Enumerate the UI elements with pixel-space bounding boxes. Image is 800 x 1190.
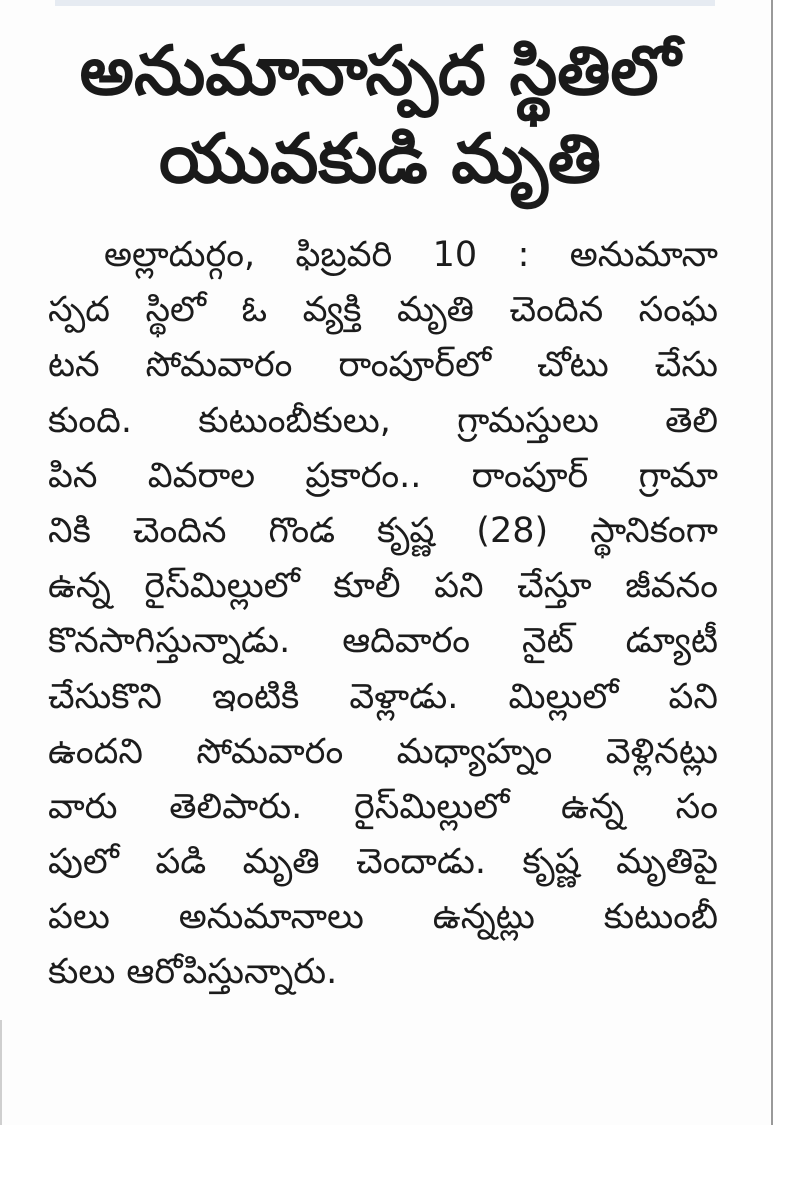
headline-line-2: యువకుడి మృతి	[158, 120, 601, 199]
body-line: పిన వివరాల ప్రకారం.. రాంపూర్ గ్రామా	[48, 455, 718, 496]
article-body	[48, 228, 718, 1001]
body-line: పులో పడి మృతి చెందాడు. కృష్ణ మృతిపై	[48, 842, 718, 883]
left-edge-rule	[0, 1020, 2, 1125]
top-border-strip	[55, 0, 715, 6]
body-line: నికి చెందిన గొండ కృష్ణ (28) స్థానికంగా	[48, 510, 718, 551]
body-line: ఉందని సోమవారం మధ్యాహ్నం వెళ్లినట్లు	[48, 731, 718, 772]
body-line: కొనసాగిస్తున్నాడు. ఆదివారం నైట్ డ్యూటీ	[48, 621, 718, 662]
body-line: పలు అనుమానాలు ఉన్నట్లు కుటుంబీ	[48, 897, 718, 938]
body-line: అల్లాదుర్గం, ఫిబ్రవరి 10 : అనుమానా	[104, 235, 718, 275]
bottom-blank-band	[0, 1125, 800, 1190]
body-line: స్పద స్థిలో ఓ వ్యక్తి మృతి చెందిన సంఘ	[48, 290, 718, 331]
headline-line-1: అనుమానాస్పద స్థితిలో	[79, 32, 681, 111]
body-line: టన సోమవారం రాంపూర్‌లో చోటు చేసు	[48, 345, 718, 386]
body-line: వారు తెలిపారు. రైస్‌మిల్లులో ఉన్న సం	[48, 786, 718, 827]
body-line: ఉన్న రైస్‌మిల్లులో కూలీ పని చేస్తూ జీవనం	[48, 566, 718, 607]
body-line: కులు ఆరోపిస్తున్నారు.	[48, 952, 338, 993]
column-divider-rule	[771, 0, 773, 1125]
body-line: చేసుకొని ఇంటికి వెళ్లాడు. మిల్లులో పని	[48, 676, 718, 717]
body-line: కుంది. కుటుంబీకులు, గ్రామస్తులు తెలి	[48, 400, 718, 441]
article-headline	[30, 28, 730, 204]
